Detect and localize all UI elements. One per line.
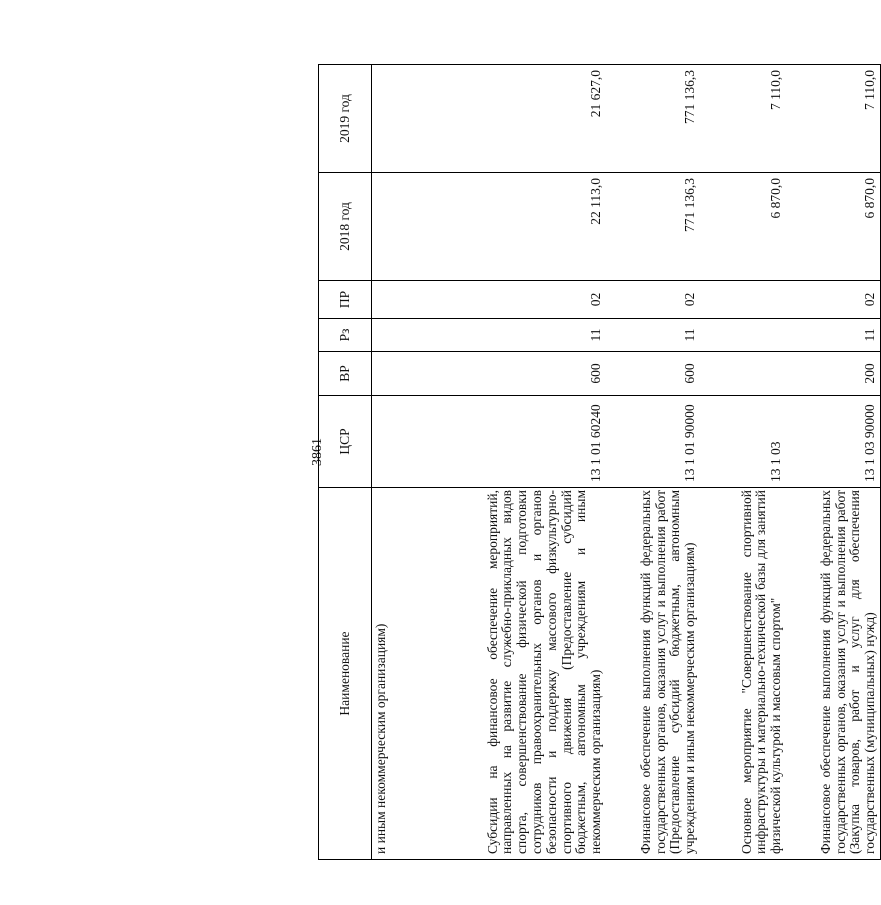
header-name: Наименование bbox=[319, 488, 372, 860]
budget-table-rotated bbox=[318, 65, 878, 860]
row-csr bbox=[372, 396, 395, 488]
header-rz: Рз bbox=[319, 319, 372, 352]
header-pr: ПР bbox=[319, 281, 372, 319]
row-vr: 600 bbox=[606, 352, 700, 396]
row-rz: 11 bbox=[394, 319, 606, 352]
row-vr bbox=[700, 352, 786, 396]
header-2018: 2018 год bbox=[319, 173, 372, 281]
row-rz bbox=[372, 319, 395, 352]
row-name: Основное мероприятие "Совершенствование спортивной инфраструктуры и материально-технической базы для занятий физической культурой и массовым спортом" bbox=[700, 488, 786, 860]
row-name: Финансовое обеспечение выполнения функций федеральных государственных органов, оказания услуг и выполнения работ (Закупка товаров, работ и услуг для обеспечения государственных (муниципальных) нужд) bbox=[786, 488, 881, 860]
row-rz: 11 bbox=[786, 319, 881, 352]
row-csr: 13 1 01 90000 bbox=[606, 396, 700, 488]
row-pr: 02 bbox=[606, 281, 700, 319]
page-number: 3861 bbox=[310, 438, 325, 466]
row-name: и иным некоммерческим организациям) bbox=[372, 488, 395, 860]
table-row bbox=[394, 65, 606, 860]
table-row bbox=[786, 65, 881, 860]
row-2019: 7 110,0 bbox=[786, 65, 881, 173]
header-vr: ВР bbox=[319, 352, 372, 396]
row-2019: 7 110,0 bbox=[700, 65, 786, 173]
row-2018: 771 136,3 bbox=[606, 173, 700, 281]
row-2019: 21 627,0 bbox=[394, 65, 606, 173]
budget-table bbox=[318, 64, 881, 860]
row-pr bbox=[372, 281, 395, 319]
row-vr: 600 bbox=[394, 352, 606, 396]
row-2018: 6 870,0 bbox=[786, 173, 881, 281]
row-2019: 771 136,3 bbox=[606, 65, 700, 173]
row-rz: 11 bbox=[606, 319, 700, 352]
table-row bbox=[700, 65, 786, 860]
row-name: Финансовое обеспечение выполнения функций федеральных государственных органов, оказания услуг и выполнения работ (Предоставление субсидий бюджетным, автономным учреждениям и иным некоммерческим организациям) bbox=[606, 488, 700, 860]
row-rz bbox=[700, 319, 786, 352]
row-2018 bbox=[372, 173, 395, 281]
row-csr: 13 1 01 60240 bbox=[394, 396, 606, 488]
row-csr: 13 1 03 90000 bbox=[786, 396, 881, 488]
row-2018: 22 113,0 bbox=[394, 173, 606, 281]
row-pr: 02 bbox=[786, 281, 881, 319]
row-csr: 13 1 03 bbox=[700, 396, 786, 488]
row-2019 bbox=[372, 65, 395, 173]
header-2019: 2019 год bbox=[319, 65, 372, 173]
row-vr bbox=[372, 352, 395, 396]
table-row bbox=[372, 65, 395, 860]
row-pr bbox=[700, 281, 786, 319]
row-name: Субсидии на финансовое обеспечение мероприятий, направленных на развитие служебно-прикладных видов спорта, совершенствование физической подготовки сотрудников правоохранительных органов и органов безопасности и поддержку массового физкультурно-спортивного движения (Предоставление субсидий бюджетным, автономным учреждениям и иным некоммерческим организациям) bbox=[394, 488, 606, 860]
row-2018: 6 870,0 bbox=[700, 173, 786, 281]
header-row bbox=[319, 65, 372, 860]
row-vr: 200 bbox=[786, 352, 881, 396]
header-csr: ЦСР bbox=[319, 396, 372, 488]
row-pr: 02 bbox=[394, 281, 606, 319]
table-row bbox=[606, 65, 700, 860]
